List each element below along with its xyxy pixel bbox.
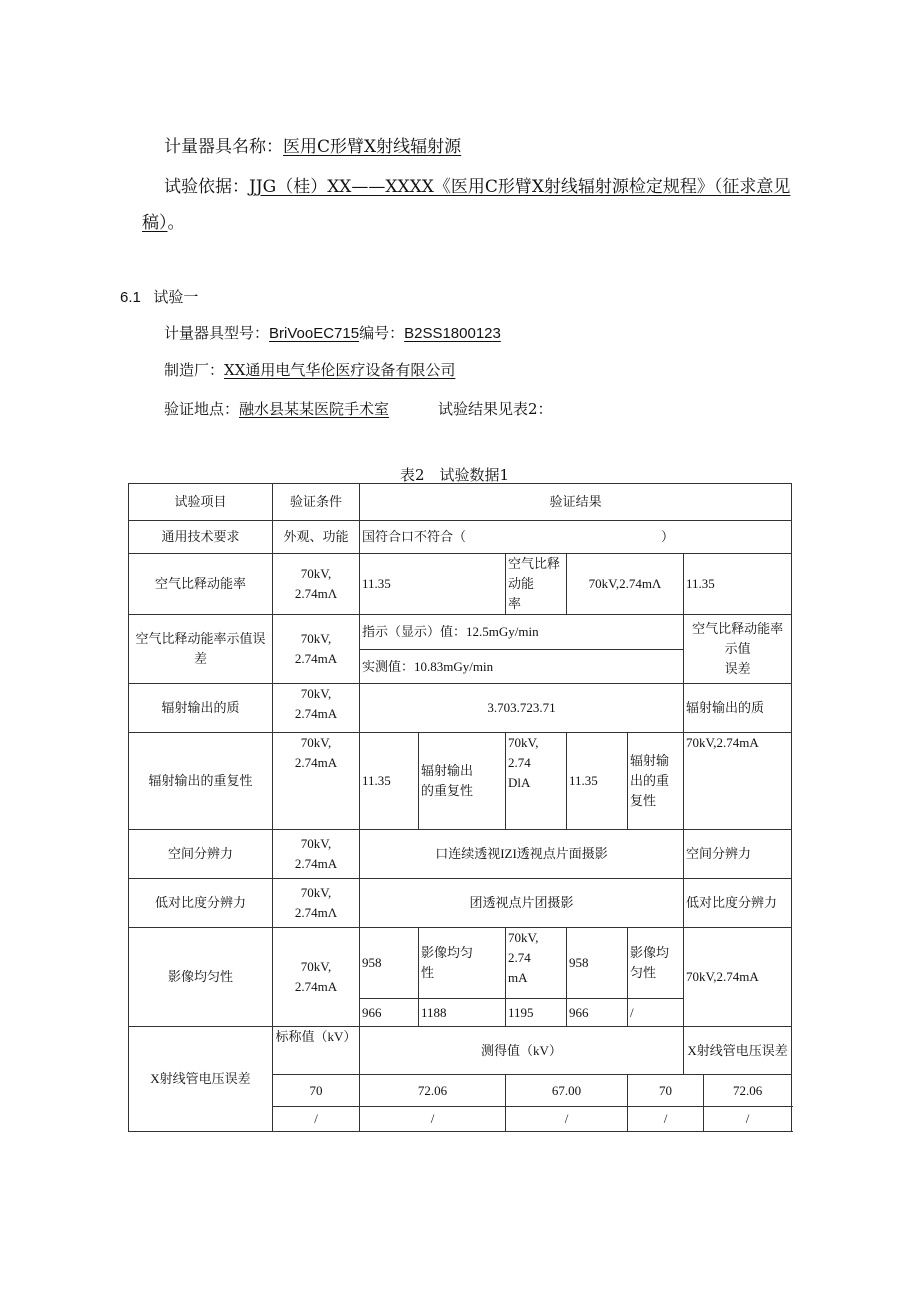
serial-value: B2SS1800123: [404, 325, 501, 342]
row-value: 11.35: [360, 733, 419, 830]
serial-label: 编号：: [359, 324, 405, 342]
table-caption: 表2 试验数据1: [400, 466, 510, 484]
cell-b5: /: [628, 999, 684, 1027]
voltage-empty: /: [506, 1107, 628, 1132]
basis-cont: 稿）: [142, 213, 168, 233]
row-measured: 实测值：10.83mGy/min: [360, 650, 684, 684]
row-result: 国符合口不符合（ ）: [360, 521, 792, 554]
row-right-label: 空间分辨力: [684, 830, 792, 879]
voltage-empty: /: [628, 1107, 704, 1132]
row-condition: 70kV, 2.74mΛ: [273, 554, 360, 615]
cell-a2: 影像均匀 性: [419, 928, 506, 999]
row-measured: 测得值（kV）: [360, 1027, 684, 1075]
site-value: 融水县某某医院手术室: [239, 400, 390, 418]
basis-line: [164, 172, 790, 197]
table-row: [129, 733, 792, 830]
instrument-line: [164, 132, 461, 157]
row-label: 空气比释动能 率: [506, 554, 567, 615]
instrument-label: 计量器具名称：: [164, 137, 283, 157]
cell-a5: 影像均 匀性: [628, 928, 684, 999]
row-right-label: X射线管电压误差: [684, 1027, 792, 1075]
section-title: 试验一: [153, 289, 199, 306]
row-nominal: 标称值（kV）: [273, 1027, 360, 1075]
row-value: 团透视点片团摄影: [360, 879, 684, 928]
cell-b3: 1195: [506, 999, 567, 1027]
table-row: [129, 615, 792, 650]
table-row: [129, 684, 792, 733]
row-condition: 70kV, 2.74mA: [273, 684, 360, 733]
row-item: 低对比度分辨力: [129, 879, 273, 928]
table-row: [129, 1027, 792, 1075]
cell-a1: 958: [360, 928, 419, 999]
model-label: 计量器具型号：: [164, 324, 270, 342]
row-item: 辐射输出的质: [129, 684, 273, 733]
voltage-value: 70: [628, 1075, 704, 1107]
row-condition: 70kV, 2.74mA: [273, 733, 360, 830]
basis-value: JJG（桂）XX——XXXX《医用C形臂X射线辐射源检定规程》（征求意见: [249, 177, 791, 197]
model-line: [164, 322, 501, 343]
row-right-label: 辐射输出的质: [684, 684, 792, 733]
maker-label: 制造厂：: [164, 361, 225, 379]
row-right-label: 空气比释动能率示值 误差: [684, 615, 792, 684]
row-item: 空气比释动能率: [129, 554, 273, 615]
section-number: 6.1: [120, 289, 141, 306]
maker-value: XX通用电气华伦医疗设备有限公司: [224, 361, 456, 379]
row-right-label: 低对比度分辨力: [684, 879, 792, 928]
voltage-empty: /: [704, 1107, 792, 1132]
row-condition: 外观、功能: [273, 521, 360, 554]
voltage-value: 67.00: [506, 1075, 628, 1107]
row-indicated: 指示（显示）值：12.5mGy/min: [360, 615, 684, 650]
section-heading: [120, 286, 198, 307]
row-value: 11.35: [360, 554, 506, 615]
table-row: [129, 521, 792, 554]
row-condition: 70kV, 2.74mA: [273, 615, 360, 684]
basis-label: 试验依据：: [164, 177, 249, 197]
table-header-row: [129, 484, 792, 521]
row-label-2: 辐射输 出的重 复性: [628, 733, 684, 830]
row-item: X射线管电压误差: [129, 1027, 273, 1132]
cell-a4: 958: [567, 928, 628, 999]
cell-a3: 70kV, 2.74 mA: [506, 928, 567, 999]
cell-b4: 966: [567, 999, 628, 1027]
table-row: [129, 879, 792, 928]
header-item: 试验项目: [129, 484, 273, 521]
maker-line: [164, 359, 455, 380]
row-right-label: 70kV,2.74mA: [684, 733, 792, 830]
cell-b2: 1188: [419, 999, 506, 1027]
voltage-value: 72.06: [704, 1075, 792, 1107]
row-condition: 70kV, 2.74mA: [273, 928, 360, 1027]
site-label: 验证地点：: [164, 400, 240, 418]
basis-end: 。: [167, 213, 185, 233]
row-value: 口连续透视IZI透视点片面摄影: [360, 830, 684, 879]
row-item: 空气比释动能率示值误 差: [129, 615, 273, 684]
row-condition-2: 70kV, 2.74 DlA: [506, 733, 567, 830]
row-condition-2: 70kV,2.74mΛ: [567, 554, 684, 615]
row-condition: 70kV, 2.74mA: [273, 830, 360, 879]
row-item: 辐射输出的重复性: [129, 733, 273, 830]
voltage-empty: /: [360, 1107, 506, 1132]
result-note: 试验结果见表2：: [438, 400, 553, 418]
row-item: 影像均匀性: [129, 928, 273, 1027]
basis-cont-line: [142, 208, 185, 233]
header-condition: 验证条件: [273, 484, 360, 521]
row-item: 空间分辨力: [129, 830, 273, 879]
row-value: 3.703.723.71: [360, 684, 684, 733]
row-right-label: 70kV,2.74mA: [684, 928, 792, 1027]
voltage-empty: /: [273, 1107, 360, 1132]
row-value-2: 11.35: [567, 733, 628, 830]
model-value: BriVooEC715: [269, 325, 360, 342]
voltage-value: 70: [273, 1075, 360, 1107]
site-line: [164, 398, 389, 419]
header-result: 验证结果: [360, 484, 792, 521]
table-row: [129, 928, 792, 999]
cell-b1: 966: [360, 999, 419, 1027]
table-row: [129, 830, 792, 879]
table-row: [129, 554, 792, 615]
instrument-name: 医用C形臂X射线辐射源: [283, 137, 462, 157]
row-value-2: 11.35: [684, 554, 792, 615]
row-item: 通用技术要求: [129, 521, 273, 554]
row-label: 辐射输出 的重复性: [419, 733, 506, 830]
row-condition: 70kV, 2.74mΛ: [273, 879, 360, 928]
data-table: [128, 483, 792, 1132]
voltage-value: 72.06: [360, 1075, 506, 1107]
